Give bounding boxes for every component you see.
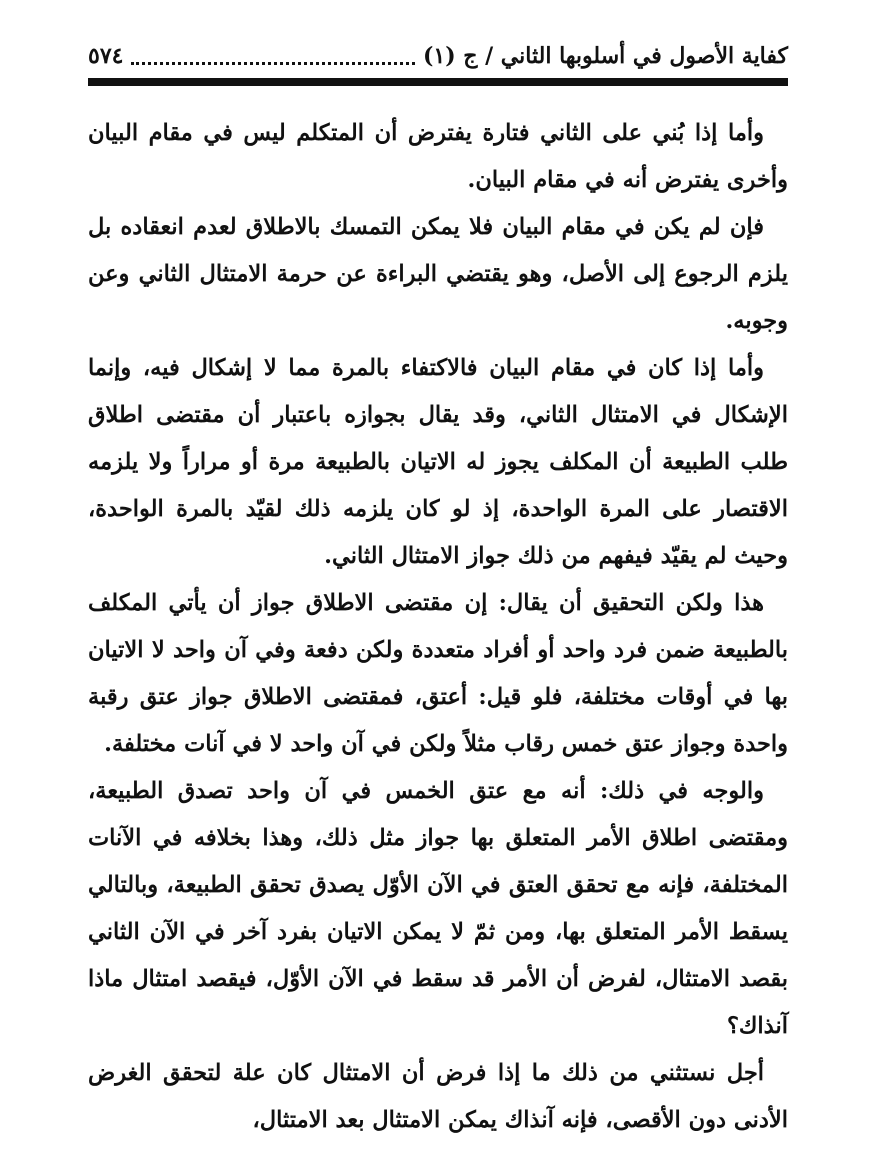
paragraph: وأما إذا كان في مقام البيان فالاكتفاء بالمرة مما لا إشكال فيه، وإنما الإشكال في الامتثال الثاني، وقد يقال بجوازه باعتبار أن مقتضى اطلاق طلب الطبيعة أن المكلف يجوز له الاتيان بالطبيعة مرة أو مراراً ولا يلزمه الاقتصار على المرة الواحدة، إذ لو كان يلزمه ذلك لقيّد بالمرة الواحدة، وحيث لم يقيّد فيفهم من ذلك جواز الامتثال الثاني. xyxy=(88,355,788,569)
header-rule xyxy=(88,78,788,86)
paragraph: فإن لم يكن في مقام البيان فلا يمكن التمسك بالاطلاق لعدم انعقاده بل يلزم الرجوع إلى الأصل، وهو يقتضي البراءة عن حرمة الامتثال الثاني وعن وجوبه. xyxy=(88,214,788,334)
page-header xyxy=(88,38,788,74)
header-dotted-leader xyxy=(131,48,414,65)
paragraph: والوجه في ذلك: أنه مع عتق الخمس في آن واحد تصدق الطبيعة، ومقتضى اطلاق الأمر المتعلق بها جواز مثل ذلك، وهذا بخلافه في الآنات المختلفة، فإنه مع تحقق العتق في الآن الأوّل يصدق تحقق الطبيعة، وبالتالي يسقط الأمر المتعلق بها، ومن ثمّ لا يمكن الاتيان بفرد آخر في الآن الثاني بقصد الامتثال، لفرض أن الأمر قد سقط في الآن الأوّل، فيقصد امتثال ماذا آنذاك؟ xyxy=(88,778,788,1039)
running-title: كفاية الأصول في أسلوبها الثاني / ج (١) xyxy=(422,43,788,69)
page-number: ٥٧٤ xyxy=(88,43,124,69)
body-text xyxy=(88,110,788,1144)
paragraph: أجل نستثني من ذلك ما إذا فرض أن الامتثال كان علة لتحقق الغرض الأدنى دون الأقصى، فإنه آنذاك يمكن الامتثال بعد الامتثال، xyxy=(88,1060,788,1133)
paragraph: هذا ولكن التحقيق أن يقال: إن مقتضى الاطلاق جواز أن يأتي المكلف بالطبيعة ضمن فرد واحد أو أفراد متعددة ولكن دفعة وفي آن واحد لا الاتيان بها في أوقات مختلفة، فلو قيل: أعتق، فمقتضى الاطلاق جواز عتق رقبة واحدة وجواز عتق خمس رقاب مثلاً ولكن في آن واحد لا في آنات مختلفة. xyxy=(88,590,788,757)
paragraph: وأما إذا بُني على الثاني فتارة يفترض أن المتكلم ليس في مقام البيان وأخرى يفترض أنه في مقام البيان. xyxy=(88,120,788,193)
